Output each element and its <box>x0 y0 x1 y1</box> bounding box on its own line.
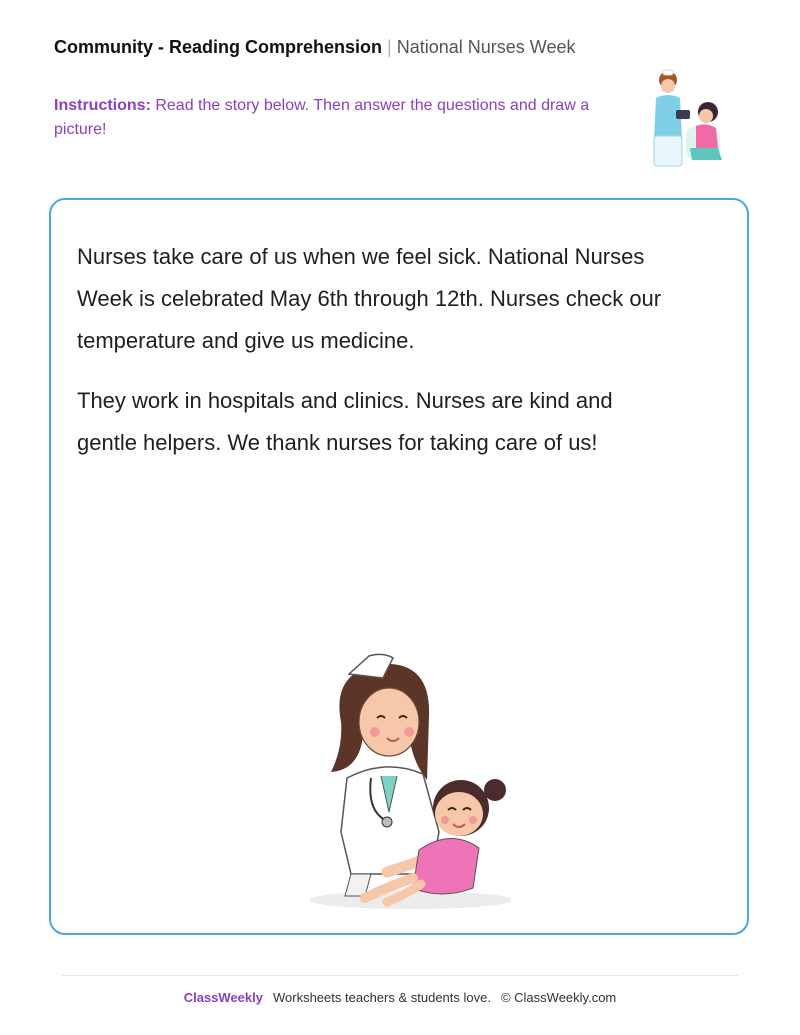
instructions <box>54 94 614 142</box>
story-text <box>77 236 677 482</box>
instructions-text: Read the story below. Then answer the questions and draw a picture! <box>54 97 590 138</box>
footer <box>0 990 800 1005</box>
story-paragraph: They work in hospitals and clinics. Nurses are kind and gentle helpers. We thank nurses for taking care of us! <box>77 388 613 455</box>
footer-tagline: Worksheets teachers & students love. <box>272 990 491 1005</box>
footer-copyright: © ClassWeekly.com <box>500 990 617 1005</box>
worksheet-title: Community - Reading Comprehension <box>54 37 383 57</box>
footer-divider <box>62 975 738 976</box>
story-paragraph: Nurses take care of us when we feel sick. National Nurses Week is celebrated May 6th through 12th. Nurses check our temperature and give us medicine. <box>77 244 662 353</box>
nurse-comforting-child-illustration <box>301 652 511 912</box>
footer-brand: ClassWeekly <box>183 990 263 1005</box>
nurse-with-patient-illustration <box>636 68 732 172</box>
title-separator: | <box>387 37 392 57</box>
instructions-label: Instructions: <box>54 97 151 114</box>
worksheet-subtitle: National Nurses Week <box>396 37 576 57</box>
page-title <box>54 37 575 58</box>
story-box <box>49 198 749 935</box>
